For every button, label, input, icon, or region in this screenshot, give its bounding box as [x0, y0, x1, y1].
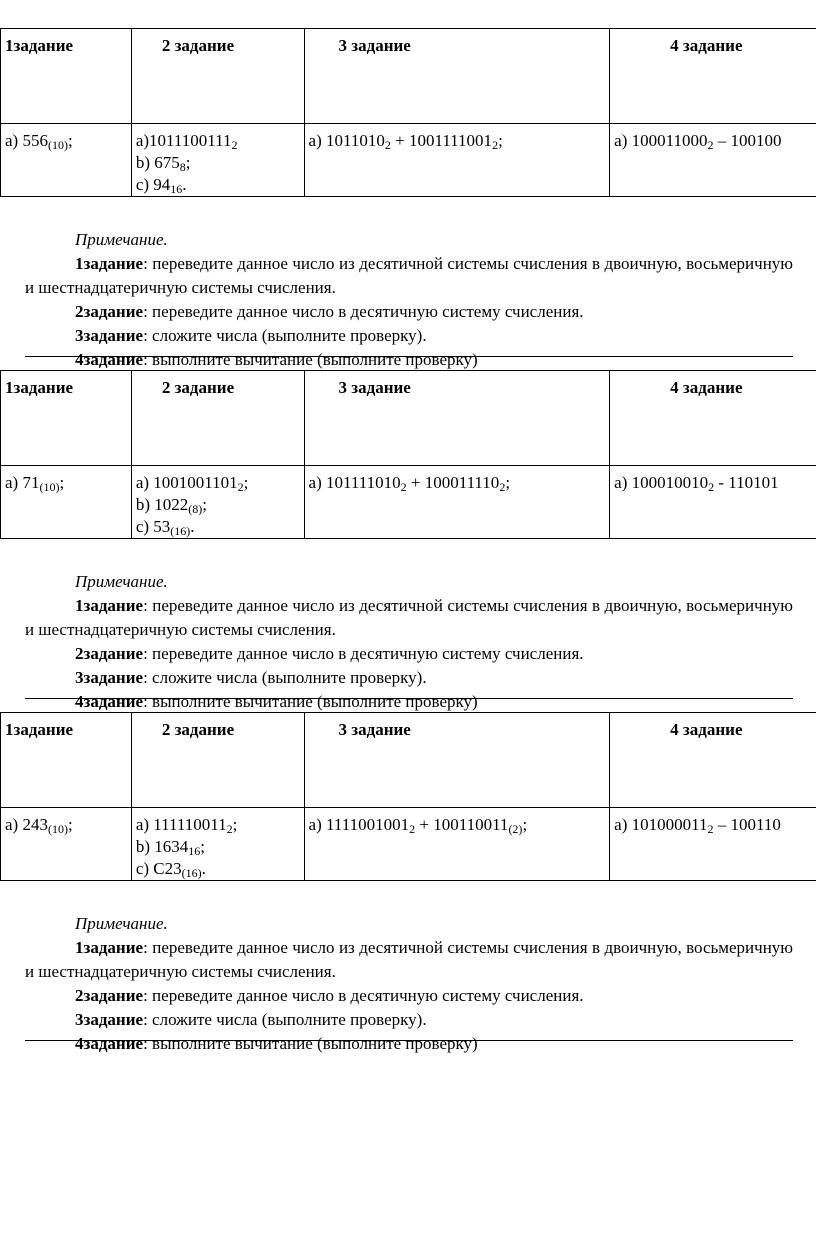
- task2-item-base: c) 94: [135, 175, 171, 194]
- note-item-4: [25, 348, 793, 372]
- header-cell-1: 1задание: [1, 29, 132, 124]
- task4-item-as: 2: [707, 822, 714, 836]
- header-cell-1: 1задание: [1, 713, 132, 808]
- task-table-1: [0, 28, 816, 197]
- header-cell-3: 3 задание: [304, 713, 610, 808]
- task2-item-sub: (8): [188, 502, 203, 516]
- task1-item-sub: (10): [39, 480, 60, 494]
- note-item-label: 2задание: [75, 302, 144, 321]
- task2-item-tail: ;: [200, 837, 205, 856]
- task2-item-sub: 16: [188, 844, 201, 858]
- task2-item-base: b) 1634: [135, 837, 189, 856]
- task2-item-base: b) 1022: [135, 495, 189, 514]
- task3-item-as: 2: [384, 138, 391, 152]
- note-item-3: [25, 1008, 793, 1032]
- task1-item-base: а) 71: [5, 473, 40, 492]
- task1-cell: [1, 124, 132, 197]
- note-block: [25, 570, 793, 714]
- task2-item-sub: 2: [226, 822, 233, 836]
- task-table-2: [0, 370, 816, 539]
- task3-item: [309, 814, 606, 836]
- separator-line: [25, 1040, 793, 1041]
- task1-item-tail: ;: [67, 131, 73, 150]
- task-row: [1, 124, 816, 197]
- task4-item-mid: – 100100: [713, 131, 782, 150]
- task2-item-sub: (16): [170, 524, 191, 538]
- task2-item: [136, 472, 300, 494]
- header-cell-3: 3 задание: [304, 371, 610, 466]
- task4-cell: [610, 466, 816, 539]
- task2-item: [136, 836, 300, 858]
- note-item-text: : выполните вычитание (выполните проверку): [143, 692, 478, 711]
- task2-item-base: а)1011100111: [135, 131, 232, 150]
- task2-item-tail: .: [190, 517, 195, 536]
- task2-item-base: b) 675: [135, 153, 180, 172]
- note-item-3: [25, 324, 793, 348]
- task3-item-a: а) 101111010: [308, 473, 401, 492]
- note-item-1: [25, 252, 793, 300]
- note-item-text: : переведите данное число в десятичную систему счисления.: [143, 986, 584, 1005]
- task3-item-tail: ;: [498, 131, 503, 150]
- note-item-2: [25, 300, 793, 324]
- task4-item: [614, 814, 816, 836]
- note-title: Примечание.: [75, 572, 168, 591]
- task2-item-tail: ;: [232, 815, 238, 834]
- note-item-label: 1задание: [75, 938, 144, 957]
- task2-item-sub: 2: [237, 480, 244, 494]
- note-item-label: 1задание: [75, 254, 144, 273]
- task1-item: [5, 814, 127, 836]
- task2-item: [136, 814, 300, 836]
- header-row: [1, 29, 816, 124]
- task2-item-base: а) 1001001101: [135, 473, 238, 492]
- task4-item-mid: - 110101: [714, 473, 779, 492]
- task3-cell: [304, 466, 610, 539]
- task2-item: [136, 494, 300, 516]
- header-cell-3: 3 задание: [304, 29, 610, 124]
- task2-item-sub: 16: [170, 182, 183, 196]
- task3-item-a: а) 1011010: [308, 131, 385, 150]
- header-cell-2: 2 задание: [131, 29, 304, 124]
- note-item-label: 3задание: [75, 668, 144, 687]
- note-item-text: : сложите числа (выполните проверку).: [143, 668, 427, 687]
- note-item-1: [25, 594, 793, 642]
- note-item-text: : выполните вычитание (выполните проверку): [143, 1034, 478, 1053]
- task4-item-mid: – 100110: [713, 815, 781, 834]
- task3-item-mid: + 100110011: [415, 815, 509, 834]
- task2-item-sub: 8: [179, 160, 186, 174]
- task4-item: [614, 130, 816, 152]
- header-row: [1, 713, 816, 808]
- task-table-3: [0, 712, 816, 881]
- task1-item-base: а) 243: [5, 815, 48, 834]
- note-item-text: : переведите данное число в десятичную систему счисления.: [143, 302, 584, 321]
- task2-cell: [131, 124, 304, 197]
- task2-item-tail: ;: [202, 495, 207, 514]
- separator-line: [25, 698, 793, 699]
- task2-item: [136, 174, 300, 196]
- task1-item: [5, 130, 127, 152]
- task3-item-tail: ;: [522, 815, 528, 834]
- task4-item: [614, 472, 816, 494]
- task1-item-tail: ;: [67, 815, 73, 834]
- note-item-text: : переведите данное число из десятичной системы счисления в двоичную, восьмеричную и шестнадцатеричную системы счисления.: [25, 596, 793, 639]
- task2-item-base: а) 111110011: [135, 815, 227, 834]
- header-cell-4: 4 задание: [610, 29, 816, 124]
- task2-item-sub: 2: [231, 138, 238, 152]
- note-item-text: : переведите данное число из десятичной системы счисления в двоичную, восьмеричную и шестнадцатеричную системы счисления.: [25, 938, 793, 981]
- note-item-text: : переведите данное число из десятичной системы счисления в двоичную, восьмеричную и шестнадцатеричную системы счисления.: [25, 254, 793, 297]
- separator-line: [25, 356, 793, 357]
- task3-cell: [304, 124, 610, 197]
- note-item-2: [25, 642, 793, 666]
- note-item-label: 4задание: [75, 350, 144, 369]
- task3-item-tail: ;: [505, 473, 511, 492]
- task1-cell: [1, 808, 132, 881]
- task3-cell: [304, 808, 610, 881]
- note-item-label: 3задание: [75, 1010, 144, 1029]
- task2-item-base: c) C23: [135, 859, 182, 878]
- task3-item: [309, 472, 606, 494]
- task1-item: [5, 472, 127, 494]
- task3-item-bs: 2: [492, 138, 499, 152]
- task4-item-a: а) 100010010: [614, 473, 709, 492]
- task4-cell: [610, 124, 816, 197]
- task2-item-sub: (16): [181, 866, 202, 880]
- task2-item: [136, 130, 300, 152]
- task3-item-bs: 2: [499, 480, 506, 494]
- task4-item-a: а) 101000011: [614, 815, 708, 834]
- note-item-label: 2задание: [75, 644, 144, 663]
- note-item-4: [25, 690, 793, 714]
- task4-item-as: 2: [707, 138, 714, 152]
- task1-item-sub: (10): [47, 138, 68, 152]
- note-item-text: : переведите данное число в десятичную систему счисления.: [143, 644, 584, 663]
- note-item-label: 3задание: [75, 326, 144, 345]
- note-item-text: : сложите числа (выполните проверку).: [143, 1010, 427, 1029]
- note-item-text: : сложите числа (выполните проверку).: [143, 326, 427, 345]
- task2-item-tail: ;: [185, 153, 191, 172]
- task4-cell: [610, 808, 816, 881]
- note-block: [25, 912, 793, 1056]
- note-item-1: [25, 936, 793, 984]
- note-item-label: 4задание: [75, 1034, 144, 1053]
- task4-item-as: 2: [708, 480, 715, 494]
- header-cell-1: 1задание: [1, 371, 132, 466]
- header-cell-4: 4 задание: [610, 713, 816, 808]
- note-title: Примечание.: [75, 230, 168, 249]
- task3-item-as: 2: [409, 822, 416, 836]
- header-cell-2: 2 задание: [131, 713, 304, 808]
- task4-item-a: а) 100011000: [614, 131, 708, 150]
- note-block: [25, 228, 793, 372]
- task3-item: [309, 130, 606, 152]
- note-item-label: 1задание: [75, 596, 144, 615]
- task-row: [1, 808, 816, 881]
- task3-item-bs: (2): [508, 822, 523, 836]
- task2-item: [136, 858, 300, 880]
- task3-item-as: 2: [400, 480, 407, 494]
- task2-item-base: c) 53: [135, 517, 171, 536]
- task1-item-sub: (10): [47, 822, 68, 836]
- task2-item: [136, 516, 300, 538]
- note-item-3: [25, 666, 793, 690]
- task2-item: [136, 152, 300, 174]
- note-item-4: [25, 1032, 793, 1056]
- task2-item-tail: .: [201, 859, 206, 878]
- task2-cell: [131, 466, 304, 539]
- header-cell-2: 2 задание: [131, 371, 304, 466]
- note-title: Примечание.: [75, 914, 168, 933]
- note-item-2: [25, 984, 793, 1008]
- task1-item-tail: ;: [59, 473, 65, 492]
- note-item-label: 4задание: [75, 692, 144, 711]
- task2-item-tail: ;: [243, 473, 249, 492]
- task3-item-mid: + 1001111001: [390, 131, 493, 150]
- task3-item-mid: + 100011110: [406, 473, 500, 492]
- task2-cell: [131, 808, 304, 881]
- task1-cell: [1, 466, 132, 539]
- note-item-label: 2задание: [75, 986, 144, 1005]
- task3-item-a: а) 1111001001: [308, 815, 410, 834]
- header-cell-4: 4 задание: [610, 371, 816, 466]
- task-row: [1, 466, 816, 539]
- header-row: [1, 371, 816, 466]
- task1-item-base: а) 556: [5, 131, 48, 150]
- note-item-text: : выполните вычитание (выполните проверку): [143, 350, 478, 369]
- task2-item-tail: .: [182, 175, 187, 194]
